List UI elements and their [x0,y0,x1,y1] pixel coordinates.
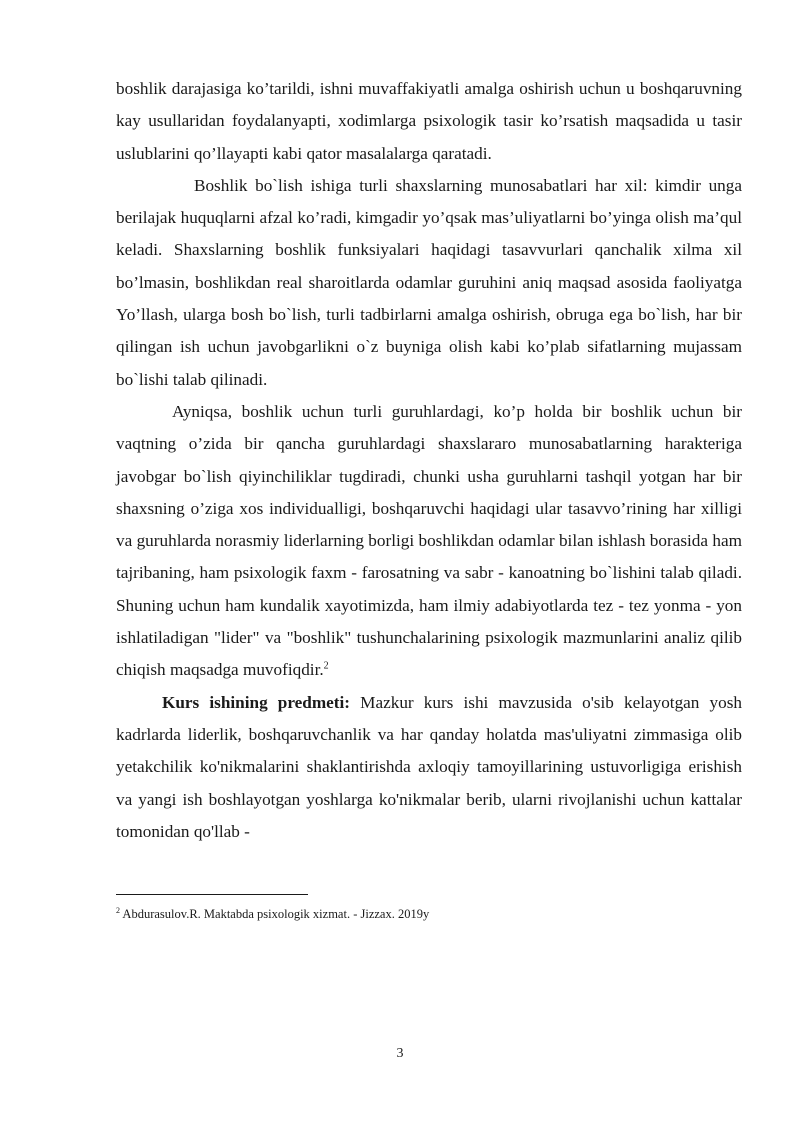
footnote-separator [116,894,308,895]
body-text [116,73,742,848]
footnote [116,906,742,922]
section-label: Kurs ishining predmeti: [162,692,351,712]
paragraph-4-text: Mazkur kurs ishi mavzusida o'sib kelayotgan yosh kadrlarda liderlik, boshqaruvchanlik va har qanday holatda mas'uliyatni zimmasiga olib yetakchilik ko'nikmalarini shaklantirishda axloqiy tamoyillarining ustuvorligiga erishish va yangi ish boshlayotgan yoshlarga ko'nikmalar berib, ularni rivojlanishi uchun kattalar tomonidan qo'llab - [116,692,743,841]
paragraph-3 [116,396,742,687]
footnote-reference[interactable]: 2 [323,660,329,672]
paragraph-3-text: Ayniqsa, boshlik uchun turli guruhlardagi, ko’p holda bir boshlik uchun bir vaqtning o’zida bir qancha guruhlardagi shaxslararo munosabatlarning harakteriga javobgar bo`lish qiyinchiliklar tugdiradi, chunki usha guruhlarni tashqil yotgan har bir shaxsning o’ziga xos individualligi, boshqaruvchi haqidagi ular tasavvo’rining har xilligi va guruhlarda norasmiy liderlarning borligi boshlikdan odamlar bilan ishlash borasida ham tajribaning, ham psixologik faxm - farosatning va sabr - kanoatning bo`lishini talab qiladi. Shuning uchun ham kundalik xayotimizda, ham ilmiy adabiyotlarda tez - tez yonma - yon ishlatiladigan "lider" va "boshlik" tushunchalarining psixologik mazmunlarini analiz qilib chiqish maqsadga muvofiqdir. [116,401,742,680]
page-number: 3 [396,1046,404,1061]
paragraph-4 [116,687,742,848]
paragraph-1: boshlik darajasiga ko’tarildi, ishni muvaffakiyatli amalga oshirish uchun u boshqaruvning kay usullaridan foydalanyapti, xodimlarga psixologik tasir ko’rsatish maqsadida u tasir uslublarini qo’llayapti kabi qator masalalarga qaratadi. [116,79,742,163]
footnote-text: Abdurasulov.R. Maktabda psixologik xizmat. - Jizzax. 2019y [120,907,430,921]
paragraph-2: Boshlik bo`lish ishiga turli shaxslarning munosabatlari har xil: kimdir unga berilajak huquqlarni afzal ko’radi, kimgadir yo’qsak mas’uliyatlarni bo’yinga olish ma’qul keladi. Shaxslarning boshlik funksiyalari haqidagi tasavvurlari qanchalik xilma xil bo’lmasin, boshlikdan real sharoitlarda odamlar guruhini aniq maqsad asosida faoliyatga Yo’llash, ularga bosh bo`lish, turli tadbirlarni amalga oshirish, obruga ega bo`lish, har bir qilingan ish uchun javobgarlikni o`z buyniga olish kabi ko’plab sifatlarning mujassam bo`lishi talab qilinadi. [116,175,742,389]
footnote-number: 2 [116,905,120,915]
